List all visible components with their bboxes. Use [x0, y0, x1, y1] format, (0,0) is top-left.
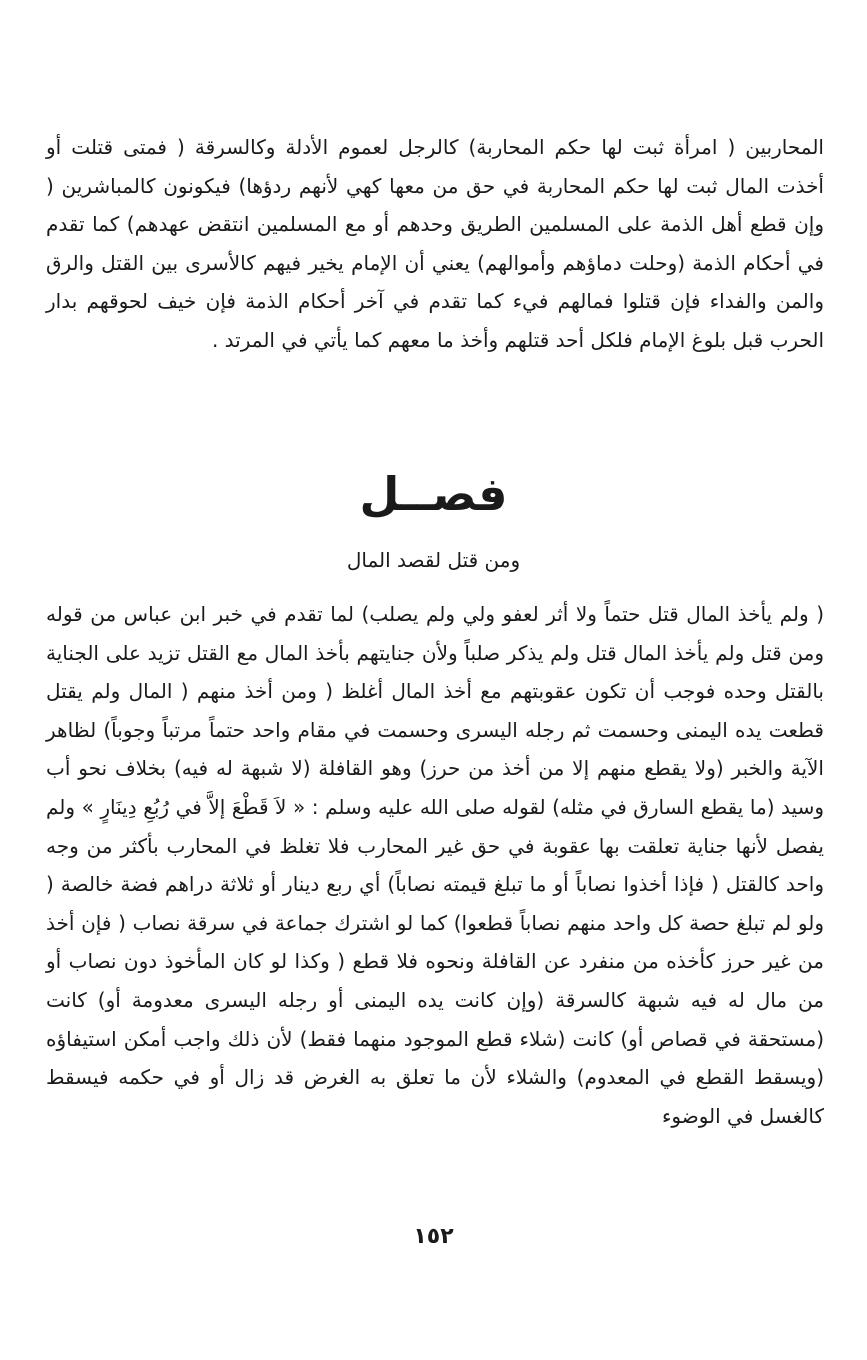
page-number: ١٥٢: [413, 1224, 454, 1249]
section-subheading: ومن قتل لقصد المال: [346, 548, 521, 572]
paragraph-killing-for-money: ( ولم يأخذ المال قتل حتماً ولا أثر لعفو ولي ولم يصلب) لما تقدم في خبر ابن عباس من قوله ومن قتل ولم يأخذ المال قتل ولم يذكر صلباً ولأن جنايتهم بأخذ المال مع القتل تزيد على الجناية بالقتل وحده فوجب أن تكون عقوبتهم مع أخذ المال أغلظ ( ومن أخذ منهم ( المال ولم يقتل قطعت يده اليمنى وحسمت ثم رجله اليسرى وحسمت في مقام واحد حتماً مرتباً وجوباً) لظاهر الآية والخبر (ولا يقطع منهم إلا من أخذ من حرز) وهو القافلة (لا شبهة له فيه) بخلاف نحو أب وسيد (ما يقطع السارق في مثله) لقوله صلى الله عليه وسلم : « لاَ قَطْعَ إلاَّ في رُبُعِ دِينَارٍ » ولم يفصل لأنها جناية تعلقت بها عقوبة في حق غير المحارب فلا تغلظ في المحارب بأكثر من وجه واحد كالقتل ( فإذا أخذوا نصاباً أو ما تبلغ قيمته نصاباً) أي ربع دينار أو ثلاثة دراهم فضة خالصة ( ولو لم تبلغ حصة كل واحد منهم نصاباً قطعوا) كما لو اشترك جماعة في سرقة نصاب ( فإن أخذ من غير حرز كأخذه من منفرد عن القافلة ونحوه فلا قطع ( وكذا لو كان المأخوذ دون نصاب أو من مال له فيه شبهة كالسرقة (وإن كانت يده اليمنى أو رجله اليسرى معدومة أو) كانت (مستحقة في قصاص أو) كانت (شلاء قطع الموجود منهما فقط) لأن ذلك واجب أمكن استيفاؤه (ويسقط القطع في المعدوم) والشلاء لأن ما تعلق به الغرض قد زال أو في حكمه فيسقط كالغسل في الوضوء: [46, 602, 824, 1128]
section-heading-fasl: فصــل: [359, 467, 508, 521]
paragraph-muharibin-women: المحاربين ( امرأة ثبت لها حكم المحاربة) كالرجل لعموم الأدلة وكالسرقة ( فمتى قتلت أو أخذت المال ثبت لها حكم المحاربة في حق من معها كهي لأنهم ردؤها) فيكونون كالمباشرين ( وإن قطع أهل الذمة على المسلمين الطريق وحدهم أو مع المسلمين انتقض عهدهم) كما تقدم في أحكام الذمة (وحلت دماؤهم وأموالهم) يعني أن الإمام يخير فيهم كالأسرى بين القتل والرق والمن والفداء فإن قتلوا فمالهم فيء كما تقدم في آخر أحكام الذمة فإن خيف لحوقهم بدار الحرب قبل بلوغ الإمام فلكل أحد قتلهم وأخذ ما معهم كما يأتي في المرتد .: [46, 135, 824, 352]
